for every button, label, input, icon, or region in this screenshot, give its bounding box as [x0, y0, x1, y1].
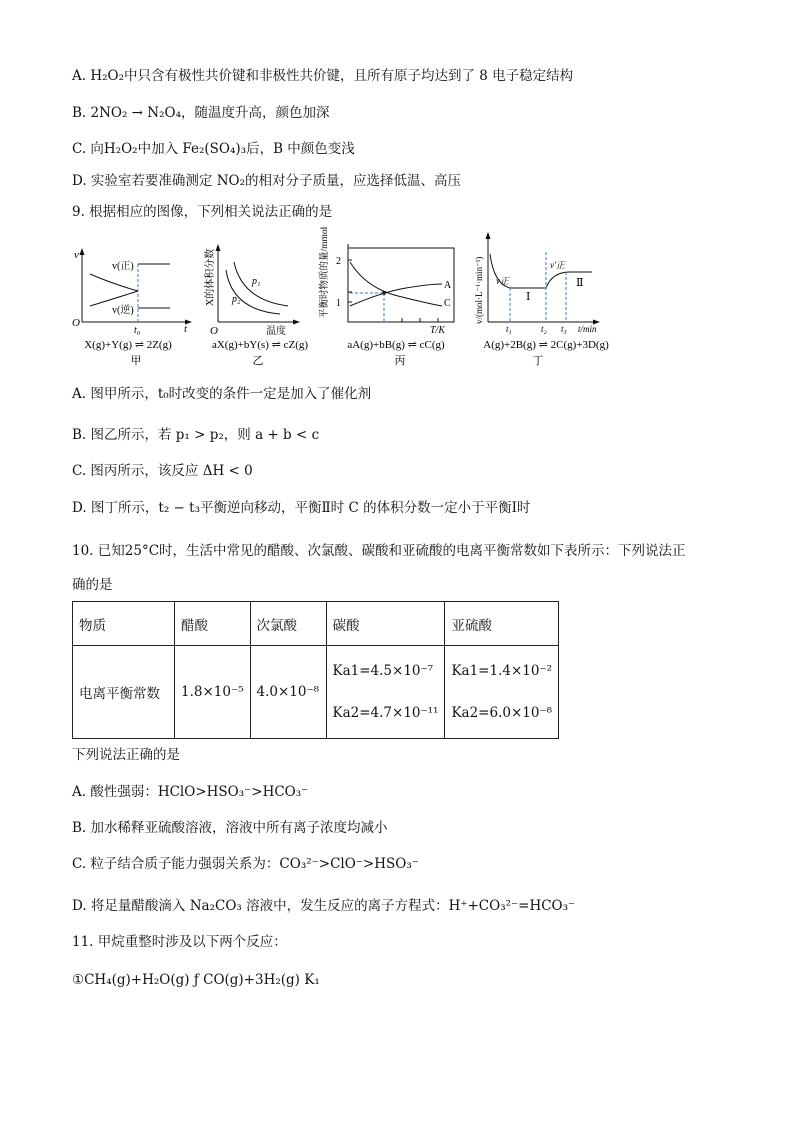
- yi-y-label: X的体积分数: [205, 248, 216, 306]
- jia-t0: t₀: [134, 325, 141, 336]
- jia-equation: X(g)+Y(g) ⇌ 2Z(g): [84, 339, 172, 351]
- q11-reaction-1: ①CH₄(g)+H₂O(g) ƒ CO(g)+3H₂(g) K₁: [72, 972, 320, 988]
- ding-x-label: t/min: [578, 324, 597, 334]
- ding-state-1: Ⅰ: [526, 291, 531, 303]
- jia-name: 甲: [130, 355, 142, 367]
- q9-stem: 9. 根据相应的图像，下列相关说法正确的是: [72, 204, 333, 220]
- bing-x-label: T/K: [430, 325, 446, 336]
- bing-equation: aA(g)+bB(g) ⇌ cC(g): [347, 339, 445, 351]
- table-header: 碳酸: [326, 602, 445, 646]
- q10-option-b: B. 加水稀释亚硫酸溶液，溶液中所有离子浓度均减小: [72, 820, 388, 836]
- yi-p1: p₁: [252, 276, 261, 287]
- ding-name: 丁: [532, 355, 544, 367]
- q10-after-table: 下列说法正确的是: [72, 747, 180, 763]
- ding-t3: t₃: [561, 324, 567, 334]
- ding-equation: A(g)+2B(g) ⇌ 2C(g)+3D(g): [483, 339, 609, 351]
- yi-name: 乙: [252, 355, 264, 367]
- yi-equation: aX(g)+bY(s) ⇌ cZ(g): [211, 339, 309, 351]
- bing-tick-1: 1: [336, 298, 341, 309]
- yi-x-label: 温度: [266, 326, 286, 337]
- jia-y-label: v: [74, 249, 79, 261]
- q10-stem-line2: 确的是: [72, 577, 113, 593]
- q10-option-c: C. 粒子结合质子能力强弱关系为：CO₃²⁻>ClO⁻>HSO₃⁻: [72, 856, 419, 872]
- sulfurous-acid-ka1: Ka1=1.4×10⁻²: [451, 663, 552, 679]
- q8-option-b: B. 2NO₂ → N₂O₄，随温度升高，颜色加深: [72, 105, 330, 121]
- bing-tick-2: 2: [336, 256, 341, 267]
- yi-origin: O: [210, 325, 218, 337]
- bing-y-label: 平衡时物质的量/mmol: [320, 226, 330, 318]
- table-header: 次氯酸: [250, 602, 326, 646]
- ding-y-label: v/(mol·L⁻¹·min⁻¹): [474, 256, 484, 324]
- q8-option-d: D. 实验室若要准确测定 NO₂的相对分子质量，应选择低温、高压: [72, 173, 462, 189]
- q9-option-b: B. 图乙所示，若 p₁ > p₂，则 a + b < c: [72, 427, 320, 443]
- jia-x-label: t: [184, 323, 188, 335]
- q8-option-c: C. 向H₂O₂中加入 Fe₂(SO₄)₃后，B 中颜色变浅: [72, 141, 355, 157]
- bing-name: 丙: [394, 355, 406, 367]
- ding-v-zheng: v正: [496, 276, 509, 286]
- jia-reverse-label: v(逆): [112, 305, 134, 316]
- sulfurous-acid-ka-cell: [445, 646, 559, 739]
- ding-t2: t₂: [541, 324, 547, 334]
- bing-curve-c: C: [444, 298, 451, 309]
- hypochlorous-acid-ka: 4.0×10⁻⁸: [250, 646, 326, 739]
- q10-option-d: D. 将足量醋酸滴入 Na₂CO₃ 溶液中，发生反应的离子方程式：H⁺+CO₃²⁻=HCO₃⁻: [72, 898, 576, 914]
- figure-ding: [470, 232, 630, 370]
- yi-p2: p₂: [232, 294, 241, 305]
- q9-option-a: A. 图甲所示，t₀时改变的条件一定是加入了催化剂: [72, 386, 372, 402]
- carbonic-acid-ka2: Ka2=4.7×10⁻¹¹: [332, 705, 439, 721]
- ionization-constants-table: [72, 601, 559, 739]
- bing-curve-a: A: [444, 280, 452, 291]
- q10-option-a: A. 酸性强弱：HClO>HSO₃⁻>HCO₃⁻: [72, 784, 309, 800]
- jia-forward-label: v(正): [112, 261, 134, 272]
- figure-jia: [68, 244, 198, 370]
- figure-yi: [200, 244, 330, 370]
- carbonic-acid-ka1: Ka1=4.5×10⁻⁷: [332, 663, 434, 679]
- q10-stem-line1: 10. 已知25°C时，生活中常见的醋酸、次氯酸、碳酸和亚硫酸的电离平衡常数如下表所示：下列说法正: [72, 543, 686, 559]
- jia-origin: O: [72, 317, 80, 329]
- table-row-label: 电离平衡常数: [73, 646, 175, 739]
- sulfurous-acid-ka2: Ka2=6.0×10⁻⁸: [451, 705, 552, 721]
- acetic-acid-ka: 1.8×10⁻⁵: [175, 646, 251, 739]
- q9-option-d: D. 图丁所示，t₂ − t₃平衡逆向移动，平衡Ⅱ时 C 的体积分数一定小于平衡Ⅰ时: [72, 500, 531, 516]
- figure-bing: [316, 226, 466, 370]
- q8-option-a: A. H₂O₂中只含有极性共价键和非极性共价键，且所有原子均达到了 8 电子稳定结构: [72, 68, 574, 84]
- ding-t1: t₁: [506, 324, 512, 334]
- table-header: 物质: [73, 602, 175, 646]
- ding-state-2: Ⅱ: [576, 277, 584, 289]
- table-header: 醋酸: [175, 602, 251, 646]
- q9-option-c: C. 图丙所示，该反应 ΔH < 0: [72, 463, 253, 479]
- carbonic-acid-ka-cell: [326, 646, 445, 739]
- ding-v-zheng-2: v'正: [550, 260, 565, 270]
- q11-stem: 11. 甲烷重整时涉及以下两个反应：: [72, 934, 287, 950]
- table-header: 亚硫酸: [445, 602, 559, 646]
